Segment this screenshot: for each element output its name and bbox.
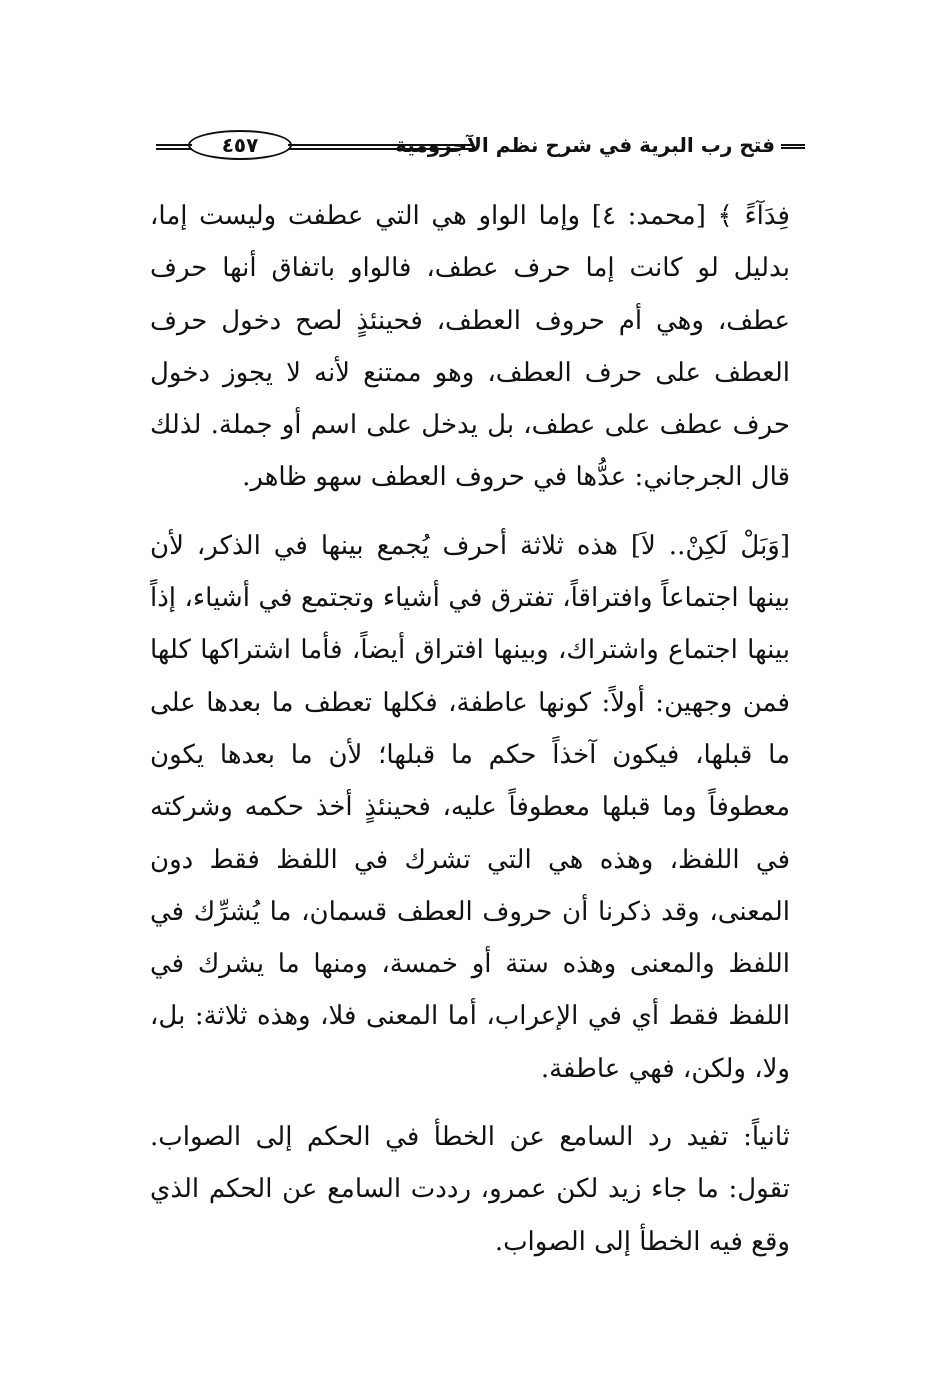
header-rule-middle	[288, 144, 474, 150]
book-title: فتح رب البرية في شرح نظم الآجرومية	[395, 133, 775, 157]
paragraph-1: فِدَآءً ﴾ [محمد: ٤] وإما الواو هي التي عطفت وليست إما، بدليل لو كانت إما حرف عطف، فالواو باتفاق أنها حرف عطف، وهي أم حروف العطف، فحينئذٍ لصح دخول حرف العطف على حرف العطف، وهو ممتنع لأنه لا يجوز دخول حرف عطف على عطف، بل يدخل على اسم أو جملة. لذلك قال الجرجاني: عدُّها في حروف العطف سهو ظاهر.	[150, 201, 790, 493]
header-rule-right	[781, 144, 805, 149]
page-body	[150, 190, 790, 1268]
header-rule-left	[156, 144, 192, 150]
page-number: ٤٥٧	[188, 130, 292, 160]
paragraph-2: [وَبَلْ لَكِنْ.. لاَ] هذه ثلاثة أحرف يُجمع بينها في الذكر، لأن بينها اجتماعاً وافتراقاً، تفترق في أشياء وتجتمع في أشياء، إذاً بينها اجتماع واشتراك، وبينها افتراق أيضاً، فأما اشتراكها كلها فمن وجهين: أولاً: كونها عاطفة، فكلها تعطف ما بعدها على ما قبلها، فيكون آخذاً حكم ما قبلها؛ لأن ما بعدها يكون معطوفاً وما قبلها معطوفاً عليه، فحينئذٍ أخذ حكمه وشركته في اللفظ، وهذه هي التي تشرك في اللفظ فقط دون المعنى، وقد ذكرنا أن حروف العطف قسمان، ما يُشرِّك في اللفظ والمعنى وهذه ستة أو خمسة، ومنها ما يشرك في اللفظ فقط أي في الإعراب، أما المعنى فلا، وهذه ثلاثة: بل، ولا، ولكن، فهي عاطفة.	[150, 530, 790, 1084]
running-header	[150, 128, 805, 164]
paragraph-3: ثانياً: تفيد رد السامع عن الخطأ في الحكم إلى الصواب. تقول: ما جاء زيد لكن عمرو، رددت السامع عن الحكم الذي وقع فيه الخطأ إلى الصواب.	[150, 1122, 790, 1257]
